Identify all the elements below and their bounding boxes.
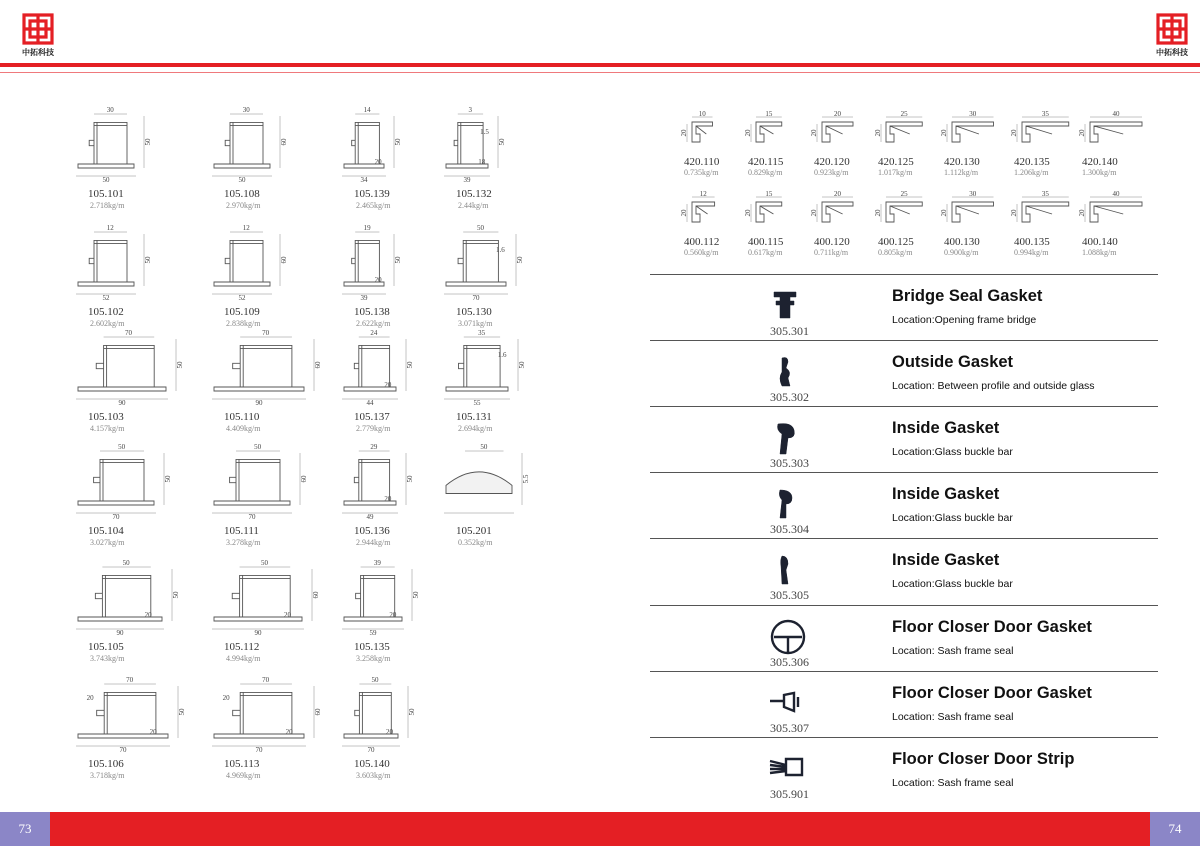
glazing-bead-drawing [876, 192, 946, 232]
dimension-top: 50 [118, 443, 126, 451]
profile-code: 105.113 [224, 758, 260, 770]
profile-code: 105.135 [354, 641, 390, 653]
profile-drawing [208, 443, 318, 525]
glazing-bead-weight: 0.711kg/m [814, 248, 849, 257]
brand-name: 中拓科技 [1156, 48, 1188, 57]
profile-code: 105.140 [354, 758, 390, 770]
gasket-code: 305.301 [770, 324, 809, 338]
page-number-left: 73 [0, 812, 50, 846]
dimension-detail: 20 [222, 694, 230, 702]
profile-code: 105.131 [456, 411, 492, 423]
glazing-bead-icon [1012, 112, 1082, 152]
glazing-bead-code: 420.120 [814, 156, 850, 168]
dimension-top: 30 [969, 190, 977, 198]
profile-code: 105.130 [456, 306, 492, 318]
profile-code: 105.101 [88, 188, 124, 200]
dimension-top: 25 [900, 190, 908, 198]
dimension-detail: 20 [389, 611, 397, 619]
glazing-bead-icon [942, 192, 1012, 232]
dimension-detail: 20 [149, 728, 157, 736]
dimension-side: 20 [810, 209, 818, 217]
dimension-side: 20 [744, 129, 752, 137]
dimension-side: 60 [314, 708, 322, 716]
profile-section-icon [338, 329, 424, 411]
dimension-top: 35 [1041, 190, 1049, 198]
profile-drawing [72, 329, 194, 411]
profile-section-icon [338, 676, 426, 758]
glazing-bead-code: 420.110 [684, 156, 720, 168]
profile-drawing [440, 106, 516, 188]
glazing-bead-code: 420.140 [1082, 156, 1118, 168]
dimension-thickness: 1.6 [495, 246, 505, 254]
glazing-bead-weight: 1.112kg/m [944, 168, 979, 177]
dimension-detail: 20 [144, 611, 152, 619]
dimension-top: 40 [1112, 190, 1120, 198]
profile-drawing [208, 106, 298, 188]
gasket-location: Location:Glass buckle bar [892, 446, 1013, 458]
profile-drawing [208, 559, 330, 641]
gasket-divider [650, 605, 1158, 606]
dimension-side: 50 [394, 138, 402, 146]
glazing-bead-drawing [1080, 192, 1150, 232]
glazing-bead-code: 420.125 [878, 156, 914, 168]
profile-section-icon [338, 443, 424, 525]
dimension-top: 50 [254, 443, 262, 451]
dimension-bottom: 39 [463, 176, 471, 184]
dimension-bottom: 49 [366, 513, 374, 521]
dimension-top: 30 [242, 106, 250, 114]
profile-drawing [208, 224, 298, 306]
profile-section-icon [208, 224, 298, 306]
profile-drawing [208, 676, 332, 758]
dimension-side: 50 [394, 256, 402, 264]
glazing-bead-icon [812, 112, 882, 152]
dimension-side: 50 [516, 256, 524, 264]
profile-weight: 4.969kg/m [226, 771, 261, 780]
profile-code: 105.138 [354, 306, 390, 318]
glazing-bead-drawing [682, 112, 752, 152]
glazing-bead-drawing [812, 192, 882, 232]
glazing-bead-drawing [1080, 112, 1150, 152]
profile-drawing [338, 224, 412, 306]
dimension-top: 50 [122, 559, 130, 567]
glazing-bead-weight: 0.994kg/m [1014, 248, 1049, 257]
glazing-bead-weight: 1.300kg/m [1082, 168, 1117, 177]
dimension-top: 3 [468, 106, 472, 114]
glazing-bead-weight: 0.735kg/m [684, 168, 719, 177]
glazing-bead-drawing [1012, 192, 1082, 232]
profile-weight: 3.743kg/m [90, 654, 125, 663]
profile-weight: 3.027kg/m [90, 538, 125, 547]
page-number-right: 74 [1150, 812, 1200, 846]
dimension-top: 15 [765, 110, 773, 118]
profile-weight: 3.278kg/m [226, 538, 261, 547]
dimension-side: 20 [810, 129, 818, 137]
dimension-side: 50 [144, 138, 152, 146]
dimension-side: 20 [1078, 209, 1086, 217]
gasket-code: 305.305 [770, 588, 809, 602]
dimension-side: 50 [412, 591, 420, 599]
glazing-bead-code: 400.130 [944, 236, 980, 248]
dimension-top: 12 [242, 224, 250, 232]
dimension-detail: 20 [285, 728, 293, 736]
gasket-divider [650, 274, 1158, 275]
gasket-divider [650, 472, 1158, 473]
gasket-location: Location: Sash frame seal [892, 645, 1014, 657]
dimension-detail: 20 [386, 728, 394, 736]
profile-code: 105.137 [354, 411, 390, 423]
profile-weight: 2.718kg/m [90, 201, 125, 210]
profile-weight: 2.44kg/m [458, 201, 489, 210]
glazing-bead-icon [746, 192, 816, 232]
dimension-bottom: 70 [255, 746, 263, 754]
profile-drawing [208, 329, 332, 411]
dimension-detail: 18 [478, 158, 486, 166]
gasket-title: Floor Closer Door Strip [892, 750, 1075, 768]
glazing-bead-weight: 0.923kg/m [814, 168, 849, 177]
profile-code: 105.112 [224, 641, 260, 653]
glazing-bead-weight: 1.017kg/m [878, 168, 913, 177]
dimension-side: 60 [280, 138, 288, 146]
profile-drawing [72, 676, 196, 758]
dimension-top: 30 [106, 106, 114, 114]
profile-drawing [72, 443, 182, 525]
dimension-side: 5.5 [522, 474, 530, 484]
dimension-bottom: 90 [118, 399, 126, 407]
profile-section-icon [72, 443, 182, 525]
dimension-top: 50 [260, 559, 268, 567]
dimension-top: 70 [262, 329, 270, 337]
gasket-location: Location: Sash frame seal [892, 777, 1014, 789]
dimension-top: 50 [476, 224, 484, 232]
gasket-location: Location:Opening frame bridge [892, 314, 1037, 326]
gasket-code: 305.304 [770, 522, 809, 536]
profile-section-icon [440, 329, 536, 411]
glazing-bead-drawing [746, 192, 816, 232]
profile-section-icon [208, 559, 330, 641]
glazing-bead-icon [1012, 192, 1082, 232]
glazing-bead-icon [812, 192, 882, 232]
dimension-side: 60 [314, 361, 322, 369]
gasket-location: Location:Glass buckle bar [892, 578, 1013, 590]
dimension-bottom: 90 [255, 399, 263, 407]
dimension-side: 20 [874, 209, 882, 217]
glazing-bead-code: 400.140 [1082, 236, 1118, 248]
profile-section-icon [72, 559, 190, 641]
profile-section-icon [72, 224, 162, 306]
profile-drawing [72, 224, 162, 306]
brand-mark-icon [1155, 12, 1189, 46]
profile-drawing [338, 329, 424, 411]
brand-logo-right [1152, 12, 1192, 58]
glazing-bead-icon [876, 112, 946, 152]
profile-code: 105.108 [224, 188, 260, 200]
dimension-bottom: 39 [360, 294, 368, 302]
brand-logo-left [18, 12, 58, 58]
glazing-bead-icon [942, 112, 1012, 152]
gasket-divider [650, 538, 1158, 539]
profile-drawing [338, 676, 426, 758]
profile-code: 105.109 [224, 306, 260, 318]
dimension-side: 50 [178, 708, 186, 716]
dimension-side: 50 [406, 475, 414, 483]
profile-drawing [338, 443, 424, 525]
dimension-side: 50 [518, 361, 526, 369]
glazing-bead-drawing [942, 112, 1012, 152]
dimension-bottom: 90 [116, 629, 124, 637]
dimension-top: 70 [124, 329, 132, 337]
profile-weight: 4.409kg/m [226, 424, 261, 433]
dimension-side: 20 [680, 209, 688, 217]
dimension-bottom: 70 [248, 513, 256, 521]
dimension-top: 14 [363, 106, 371, 114]
profile-code: 105.110 [224, 411, 260, 423]
glazing-bead-icon [746, 112, 816, 152]
gasket-code: 305.303 [770, 456, 809, 470]
profile-section-icon [72, 676, 196, 758]
glazing-bead-code: 400.115 [748, 236, 784, 248]
header-rule-thin [0, 72, 1200, 73]
profile-drawing [338, 559, 430, 641]
dimension-thickness: 1.5 [480, 128, 489, 136]
gasket-divider [650, 671, 1158, 672]
dimension-top: 39 [373, 559, 381, 567]
profile-code: 105.139 [354, 188, 390, 200]
glazing-bead-weight: 0.617kg/m [748, 248, 783, 257]
dimension-bottom: 34 [360, 176, 368, 184]
profile-weight: 2.602kg/m [90, 319, 125, 328]
gasket-title: Outside Gasket [892, 353, 1014, 371]
glazing-bead-weight: 1.206kg/m [1014, 168, 1049, 177]
gasket-divider [650, 737, 1158, 738]
glazing-bead-drawing [746, 112, 816, 152]
profile-section-icon [72, 106, 162, 188]
gasket-title: Inside Gasket [892, 485, 1000, 503]
dimension-top: 40 [1112, 110, 1120, 118]
dimension-bottom: 90 [254, 629, 262, 637]
profile-code: 105.111 [224, 525, 259, 537]
profile-weight: 2.970kg/m [226, 201, 261, 210]
glazing-bead-code: 400.125 [878, 236, 914, 248]
dimension-bottom: 50 [238, 176, 246, 184]
dimension-side: 60 [312, 591, 320, 599]
dimension-top: 70 [262, 676, 270, 684]
glazing-bead-weight: 1.088kg/m [1082, 248, 1117, 257]
gasket-code: 305.306 [770, 655, 809, 669]
glazing-bead-icon [876, 192, 946, 232]
dimension-detail: 20 [86, 694, 94, 702]
glazing-bead-code: 400.120 [814, 236, 850, 248]
profile-weight: 4.157kg/m [90, 424, 125, 433]
dimension-top: 19 [363, 224, 371, 232]
dimension-side: 60 [280, 256, 288, 264]
dimension-top: 50 [371, 676, 379, 684]
glazing-bead-weight: 0.805kg/m [878, 248, 913, 257]
profile-weight: 3.071kg/m [458, 319, 493, 328]
profile-weight: 4.994kg/m [226, 654, 261, 663]
profile-code: 105.104 [88, 525, 124, 537]
dimension-side: 50 [406, 361, 414, 369]
glazing-bead-icon [682, 192, 752, 232]
profile-drawing [440, 443, 540, 525]
dimension-side: 20 [940, 209, 948, 217]
gasket-title: Floor Closer Door Gasket [892, 618, 1092, 636]
glazing-bead-drawing [942, 192, 1012, 232]
header-rule [0, 63, 1200, 67]
dimension-detail: 20 [384, 495, 392, 503]
profile-section-icon [440, 224, 534, 306]
dimension-top: 35 [478, 329, 486, 337]
dimension-bottom: 55 [473, 399, 481, 407]
profile-weight: 0.352kg/m [458, 538, 493, 547]
profile-section-icon [208, 443, 318, 525]
profile-section-icon [208, 676, 332, 758]
profile-drawing [338, 106, 412, 188]
profile-weight: 2.944kg/m [356, 538, 391, 547]
profile-code: 105.103 [88, 411, 124, 423]
dimension-detail: 20 [374, 276, 382, 284]
dimension-side: 50 [408, 708, 416, 716]
gasket-code: 305.302 [770, 390, 809, 404]
profile-weight: 2.694kg/m [458, 424, 493, 433]
glazing-bead-code: 420.135 [1014, 156, 1050, 168]
gasket-location: Location: Between profile and outside glass [892, 380, 1095, 392]
gasket-location: Location:Glass buckle bar [892, 512, 1013, 524]
dimension-bottom: 70 [112, 513, 120, 521]
profile-code: 105.136 [354, 525, 390, 537]
dimension-side: 50 [172, 591, 180, 599]
dimension-detail: 20 [374, 158, 382, 166]
profile-drawing [72, 559, 190, 641]
brand-mark-icon [21, 12, 55, 46]
dimension-side: 50 [164, 475, 172, 483]
dimension-top: 12 [699, 190, 707, 198]
profile-weight: 3.258kg/m [356, 654, 391, 663]
profile-section-icon [72, 329, 194, 411]
gasket-title: Bridge Seal Gasket [892, 287, 1043, 305]
brand-name: 中拓科技 [22, 48, 54, 57]
glazing-bead-code: 420.130 [944, 156, 980, 168]
profile-drawing [440, 224, 534, 306]
dimension-top: 25 [900, 110, 908, 118]
glazing-bead-drawing [682, 192, 752, 232]
glazing-bead-code: 420.115 [748, 156, 784, 168]
dimension-bottom: 70 [472, 294, 480, 302]
dimension-bottom: 52 [102, 294, 110, 302]
dimension-top: 70 [126, 676, 134, 684]
dimension-top: 15 [765, 190, 773, 198]
profile-section-icon [440, 106, 516, 188]
profile-weight: 2.779kg/m [356, 424, 391, 433]
dimension-detail: 20 [384, 381, 392, 389]
profile-code: 105.105 [88, 641, 124, 653]
profile-weight: 3.718kg/m [90, 771, 125, 780]
profile-section-icon [338, 106, 412, 188]
dimension-thickness: 1.6 [497, 351, 507, 359]
dimension-detail: 20 [283, 611, 291, 619]
profile-section-icon [208, 329, 332, 411]
profile-code: 105.132 [456, 188, 492, 200]
dimension-side: 20 [680, 129, 688, 137]
profile-section-icon [338, 224, 412, 306]
dimension-top: 35 [1041, 110, 1049, 118]
glazing-bead-weight: 0.829kg/m [748, 168, 783, 177]
profile-weight: 2.465kg/m [356, 201, 391, 210]
dimension-bottom: 70 [367, 746, 375, 754]
gasket-title: Inside Gasket [892, 419, 1000, 437]
dimension-side: 20 [1010, 209, 1018, 217]
gasket-code: 305.307 [770, 721, 809, 735]
dimension-top: 24 [370, 329, 378, 337]
dimension-bottom: 52 [238, 294, 246, 302]
glazing-bead-icon [682, 112, 752, 152]
dimension-top: 30 [969, 110, 977, 118]
gasket-location: Location: Sash frame seal [892, 711, 1014, 723]
gasket-code: 305.901 [770, 787, 809, 801]
dimension-top: 50 [480, 443, 488, 451]
gasket-divider [650, 406, 1158, 407]
dimension-side: 50 [176, 361, 184, 369]
dimension-top: 20 [834, 110, 841, 118]
glazing-bead-drawing [1012, 112, 1082, 152]
dimension-side: 20 [744, 209, 752, 217]
glazing-bead-drawing [812, 112, 882, 152]
dimension-side: 20 [874, 129, 882, 137]
profile-drawing [72, 106, 162, 188]
glazing-bead-weight: 0.900kg/m [944, 248, 979, 257]
gasket-divider [650, 340, 1158, 341]
dimension-bottom: 44 [366, 399, 374, 407]
glazing-bead-drawing [876, 112, 946, 152]
footer-bar [50, 812, 1150, 846]
profile-weight: 2.622kg/m [356, 319, 391, 328]
dimension-side: 20 [940, 129, 948, 137]
glazing-bead-icon [1080, 112, 1150, 152]
dimension-side: 60 [300, 475, 308, 483]
profile-section-icon [208, 106, 298, 188]
profile-code: 105.102 [88, 306, 124, 318]
profile-weight: 3.603kg/m [356, 771, 391, 780]
dimension-bottom: 70 [119, 746, 127, 754]
profile-code: 105.201 [456, 525, 492, 537]
dimension-top: 12 [106, 224, 114, 232]
glazing-bead-code: 400.112 [684, 236, 720, 248]
profile-section-icon [440, 443, 540, 525]
glazing-bead-code: 400.135 [1014, 236, 1050, 248]
glazing-bead-icon [1080, 192, 1150, 232]
dimension-side: 20 [1010, 129, 1018, 137]
profile-weight: 2.838kg/m [226, 319, 261, 328]
profile-code: 105.106 [88, 758, 124, 770]
dimension-bottom: 50 [102, 176, 110, 184]
dimension-bottom: 59 [369, 629, 377, 637]
dimension-top: 10 [698, 110, 706, 118]
dimension-side: 20 [1078, 129, 1086, 137]
glazing-bead-weight: 0.560kg/m [684, 248, 719, 257]
profile-drawing [440, 329, 536, 411]
dimension-side: 50 [498, 138, 506, 146]
dimension-side: 50 [144, 256, 152, 264]
dimension-top: 29 [370, 443, 378, 451]
dimension-top: 20 [834, 190, 841, 198]
gasket-title: Inside Gasket [892, 551, 1000, 569]
gasket-title: Floor Closer Door Gasket [892, 684, 1092, 702]
profile-section-icon [338, 559, 430, 641]
